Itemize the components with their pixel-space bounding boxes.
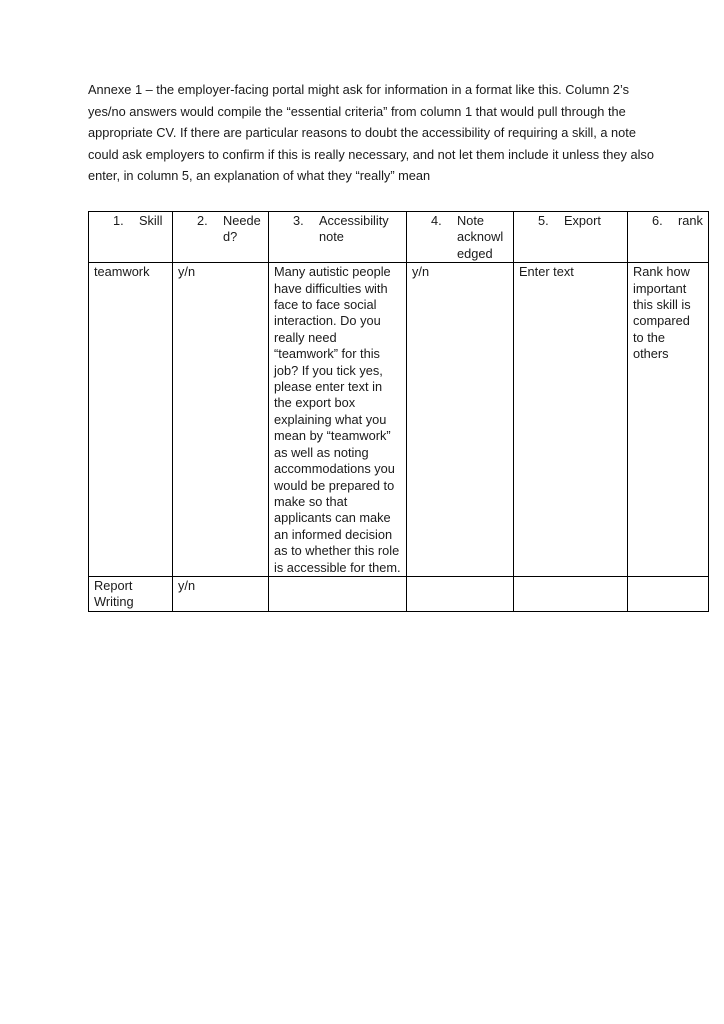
column-label: Export xyxy=(564,213,601,228)
cell-skill: Report Writing xyxy=(89,576,173,611)
cell-note-acknowledged xyxy=(407,576,514,611)
column-label: Accessibility note xyxy=(319,213,389,245)
column-header-export xyxy=(514,212,628,263)
column-label: rank xyxy=(678,213,703,228)
cell-skill: teamwork xyxy=(89,263,173,577)
table-row-teamwork xyxy=(89,263,709,577)
cell-export xyxy=(514,576,628,611)
cell-needed: y/n xyxy=(173,576,269,611)
cell-accessibility-note xyxy=(269,576,407,611)
column-number: 3. xyxy=(293,213,304,228)
column-number: 6. xyxy=(652,213,663,228)
cell-needed: y/n xyxy=(173,263,269,577)
header-item xyxy=(519,213,623,229)
table-row-report-writing xyxy=(89,576,709,611)
column-label: Needed? xyxy=(223,213,261,245)
cell-rank: Rank how important this skill is compared to the others xyxy=(628,263,709,577)
header-item xyxy=(412,213,509,262)
column-number: 4. xyxy=(431,213,442,228)
criteria-table xyxy=(88,211,709,612)
column-number: 2. xyxy=(197,213,208,228)
column-label: Note acknowledged xyxy=(457,213,504,261)
column-header-needed xyxy=(173,212,269,263)
header-row xyxy=(89,212,709,263)
column-number: 5. xyxy=(538,213,549,228)
cell-accessibility-note: Many autistic people have difficulties with face to face social interaction. Do you really need “teamwork” for this job? If you tick yes, please enter text in the export box explaining what you mean by “teamwork” as well as noting accommodations you would be prepared to make so that applicants can make an informed decision as to whether this role is accessible for them. xyxy=(269,263,407,577)
column-number: 1. xyxy=(113,213,124,228)
header-item xyxy=(274,213,402,246)
column-header-rank xyxy=(628,212,709,263)
cell-note-acknowledged: y/n xyxy=(407,263,514,577)
header-item xyxy=(178,213,264,246)
column-label: Skill xyxy=(139,213,163,228)
column-header-accessibility-note xyxy=(269,212,407,263)
header-item xyxy=(633,213,704,229)
cell-export: Enter text xyxy=(514,263,628,577)
column-header-skill xyxy=(89,212,173,263)
cell-rank xyxy=(628,576,709,611)
header-item xyxy=(94,213,168,229)
column-header-note-acknowledged xyxy=(407,212,514,263)
intro-paragraph: Annexe 1 – the employer-facing portal might ask for information in a format like this. Column 2’s yes/no answers would compile the “essential criteria” from column 1 that would pull through the appropriate CV. If there are particular reasons to doubt the accessibility of requiring a skill, a note could ask employers to confirm if this is really necessary, and not let them include it unless they also enter, in column 5, an explanation of what they “really” mean xyxy=(88,82,654,184)
